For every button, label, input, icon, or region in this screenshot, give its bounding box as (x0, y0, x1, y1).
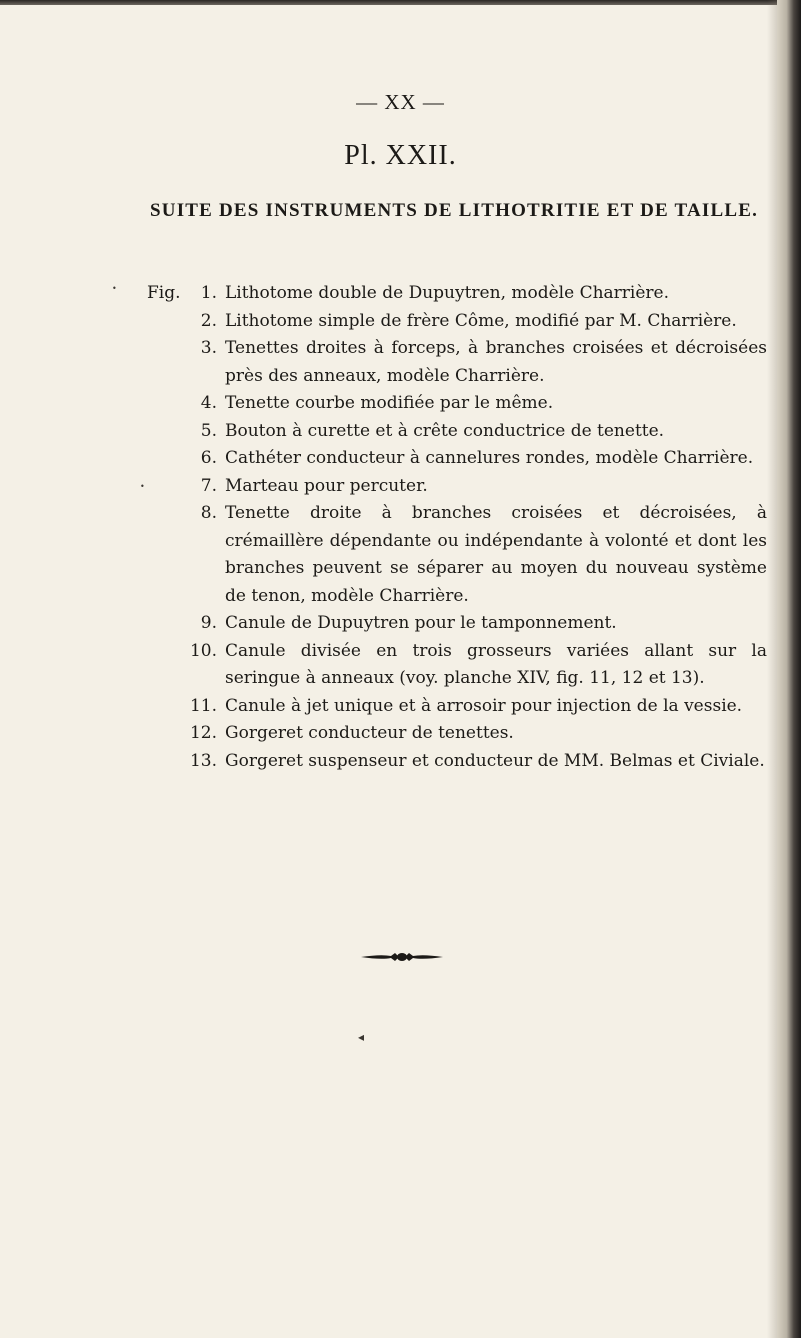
top-rule (0, 0, 801, 5)
stray-dot-icon: • (112, 284, 117, 293)
list-item (147, 335, 767, 390)
figure-description: Canule de Dupuytren pour le tamponnement. (225, 613, 617, 633)
figure-description: Tenette droite à branches croisées et décroisées, à crémaillère dépendante ou indépendante à volonté et dont les branches peuvent se séparer au moyen du nouveau système de tenon, modèle Charrière. (225, 503, 767, 606)
list-item (147, 445, 767, 473)
figure-number: 11. (189, 695, 217, 716)
figure-number: 2. (200, 310, 217, 331)
figure-description: Gorgeret conducteur de tenettes. (225, 723, 514, 743)
figure-description: Lithotome double de Dupuytren, modèle Charrière. (225, 283, 670, 303)
list-item (147, 720, 767, 748)
figure-description: Cathéter conducteur à cannelures rondes, modèle Charrière. (225, 448, 754, 468)
figure-description: Lithotome simple de frère Côme, modifié par M. Charrière. (225, 310, 737, 331)
list-item (147, 638, 767, 693)
list-item (147, 308, 767, 336)
list-item (147, 610, 767, 638)
figure-description: Tenettes droites à forceps, à branches croisées et décroisées près des anneaux, modèle Charrière. (225, 338, 767, 386)
figure-list (147, 280, 767, 775)
page-number: — XX — (356, 90, 445, 114)
list-item (147, 693, 767, 721)
list-item (147, 748, 767, 776)
plate-title: Pl. XXII. (344, 140, 457, 171)
list-item (147, 280, 767, 308)
figure-number: 7. (200, 475, 217, 496)
list-item (147, 418, 767, 446)
list-item (147, 473, 767, 501)
figure-description: Canule divisée en trois grosseurs variées allant sur la seringue à anneaux (voy. planche XIV, fig. 11, 12 et 13). (225, 640, 767, 688)
figure-number: 9. (200, 613, 217, 633)
figure-description: Gorgeret suspenseur et conducteur de MM. Belmas et Civiale. (225, 750, 765, 771)
list-item (147, 500, 767, 610)
figure-number: 13. (189, 750, 217, 771)
figure-number: 12. (189, 723, 217, 743)
tailpiece-ornament-icon (361, 952, 443, 962)
figure-number: 3. (200, 338, 217, 358)
section-title: SUITE DES INSTRUMENTS DE LITHOTRITIE ET DE TAILLE. (150, 200, 759, 221)
figure-description: Bouton à curette et à crête conductrice de tenette. (225, 420, 665, 441)
figure-number: 4. (200, 393, 217, 413)
figure-number: 8. (200, 503, 217, 523)
figure-description: Canule à jet unique et à arrosoir pour injection de la vessie. (225, 695, 743, 716)
stray-mark-icon: ◂ (358, 1030, 365, 1044)
figure-description: Tenette courbe modifiée par le même. (225, 393, 554, 413)
figure-number: 6. (200, 448, 217, 468)
fig-label: Fig. (147, 283, 181, 303)
list-item (147, 390, 767, 418)
figure-number: 1. (200, 283, 217, 303)
figure-number: 10. (189, 640, 217, 661)
figure-number: 5. (200, 420, 217, 441)
stray-dot-icon: • (140, 482, 145, 491)
figure-description: Marteau pour percuter. (225, 475, 428, 496)
